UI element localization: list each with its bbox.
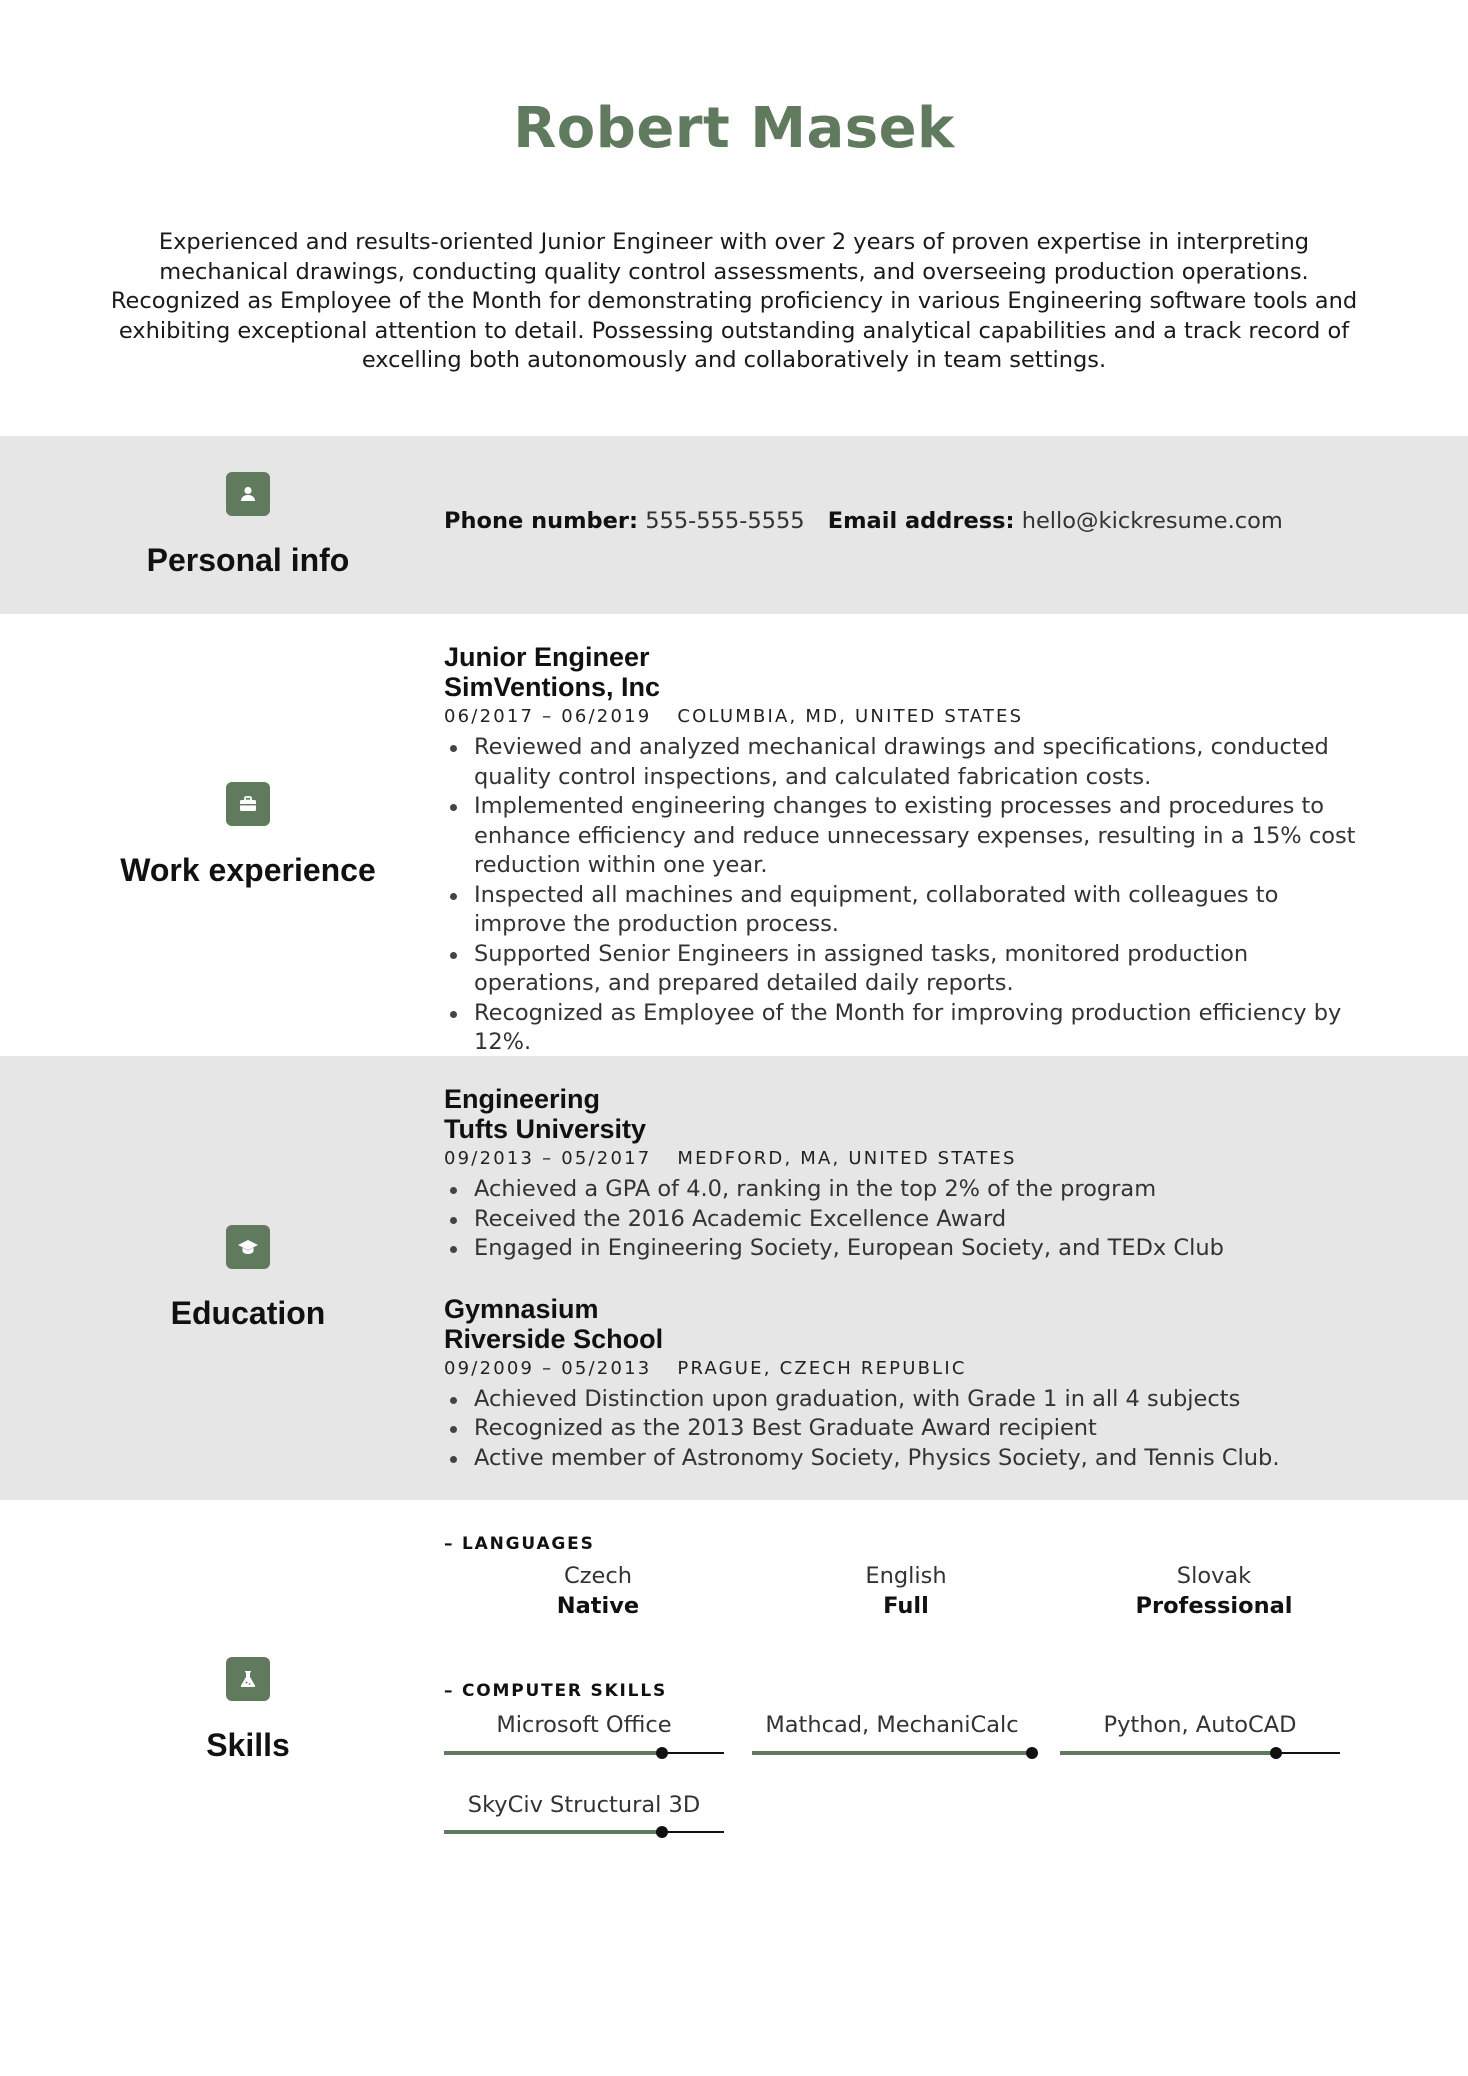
job-title: Junior Engineer	[444, 642, 650, 672]
skills-title: Skills	[206, 1726, 290, 1763]
graduation-cap-icon	[226, 1225, 270, 1269]
personal-info-title: Personal info	[146, 541, 350, 578]
skill-bar-knob	[1270, 1747, 1282, 1759]
computer-skills-heading: – COMPUTER SKILLS	[444, 1681, 667, 1701]
company-name: SimVentions, Inc	[444, 672, 661, 702]
list-item: Achieved a GPA of 4.0, ranking in the top 2% of the program	[474, 1175, 1374, 1205]
skill-level-bar	[752, 1747, 1032, 1759]
list-item: Received the 2016 Academic Excellence Award	[474, 1205, 1374, 1235]
school-name: Riverside School	[444, 1323, 664, 1354]
list-item: Achieved Distinction upon graduation, with Grade 1 in all 4 subjects	[474, 1385, 1374, 1415]
language-name: Czech	[564, 1563, 632, 1589]
skill-name: Python, AutoCAD	[1103, 1712, 1297, 1738]
job-location: COLUMBIA, MD, UNITED STATES	[677, 706, 1024, 727]
skill-bar-fill	[752, 1751, 1032, 1755]
list-item: Inspected all machines and equipment, collaborated with colleagues to improve the production process.	[474, 881, 1374, 940]
skill-item	[444, 1711, 724, 1759]
education-entries	[444, 1084, 1374, 1473]
work-experience-heading-block	[0, 614, 496, 1056]
education-meta	[444, 1147, 1374, 1171]
education-heading-block	[0, 1056, 496, 1500]
education-section	[0, 1056, 1468, 1500]
language-name: English	[865, 1563, 947, 1589]
degree-title: Gymnasium	[444, 1293, 599, 1324]
education-meta	[444, 1357, 1374, 1381]
flask-icon	[226, 1657, 270, 1701]
education-dates: 09/2013 – 05/2017	[444, 1148, 652, 1169]
education-bullets	[444, 1175, 1374, 1264]
skill-item	[1060, 1711, 1340, 1759]
school-name: Tufts University	[444, 1114, 647, 1144]
skill-level-bar	[444, 1747, 724, 1759]
education-location: MEDFORD, MA, UNITED STATES	[677, 1148, 1017, 1169]
list-item: Reviewed and analyzed mechanical drawings and specifications, conducted quality control inspections, and calculated fabrication costs.	[474, 733, 1374, 792]
profile-summary: Experienced and results-oriented Junior Engineer with over 2 years of proven expertise in interpreting mechanical drawings, conducting quality control assessments, and overseeing production operations. Recognized as Employee of the Month for demonstrating proficiency in various Engineering software tools and exhibiting exceptional attention to detail. Possessing outstanding analytical capabilities and a track record of excelling both autonomously and collaboratively in team settings.	[110, 229, 1358, 373]
education-entry	[444, 1084, 1374, 1264]
computer-skills-list	[444, 1711, 1384, 1870]
skill-bar-fill	[444, 1830, 662, 1834]
skills-content	[444, 1534, 1374, 1870]
education-entry	[444, 1294, 1374, 1474]
skill-name: Microsoft Office	[496, 1712, 672, 1738]
skill-level-bar	[1060, 1747, 1340, 1759]
skill-bar-knob	[656, 1747, 668, 1759]
skill-bar-knob	[656, 1826, 668, 1838]
work-experience-section	[0, 614, 1468, 1056]
candidate-name: Robert Masek	[513, 96, 955, 161]
list-item: Implemented engineering changes to existing processes and procedures to enhance efficiency and reduce unnecessary expenses, resulting in a 15% cost reduction within one year.	[474, 792, 1374, 881]
degree-title: Engineering	[444, 1084, 601, 1114]
education-location: PRAGUE, CZECH REPUBLIC	[677, 1357, 967, 1379]
language-name: Slovak	[1176, 1563, 1252, 1589]
list-item: Supported Senior Engineers in assigned tasks, monitored production operations, and prepared detailed daily reports.	[474, 940, 1374, 999]
language-level: Native	[556, 1592, 640, 1619]
languages-list	[444, 1562, 1374, 1621]
skills-heading-block	[0, 1540, 496, 1880]
email-value[interactable]: hello@kickresume.com	[1021, 508, 1283, 534]
contact-details	[444, 508, 1374, 534]
personal-info-section	[0, 436, 1468, 614]
list-item: Engaged in Engineering Society, European Society, and TEDx Club	[474, 1234, 1374, 1264]
skill-item	[752, 1711, 1032, 1759]
language-item	[444, 1562, 752, 1621]
phone-label: Phone number:	[444, 508, 639, 534]
email-label: Email address:	[827, 508, 1015, 534]
list-item: Recognized as the 2013 Best Graduate Award recipient	[474, 1414, 1374, 1444]
skill-bar-fill	[1060, 1751, 1276, 1755]
education-title: Education	[170, 1294, 326, 1331]
person-icon	[226, 472, 270, 516]
language-level: Full	[883, 1592, 929, 1619]
job-meta	[444, 705, 1374, 729]
language-item	[1060, 1562, 1368, 1621]
skills-section	[0, 1500, 1468, 1880]
skill-level-bar	[444, 1826, 724, 1838]
phone-value[interactable]: 555-555-5555	[645, 508, 805, 534]
work-experience-title: Work experience	[120, 851, 376, 888]
skill-name: SkyCiv Structural 3D	[467, 1791, 701, 1818]
job-entry	[444, 642, 1374, 1058]
skill-bar-fill	[444, 1751, 662, 1755]
skill-bar-knob	[1026, 1747, 1038, 1759]
language-item	[752, 1562, 1060, 1621]
skill-name: Mathcad, MechaniCalc	[765, 1712, 1019, 1738]
job-bullets	[444, 733, 1374, 1058]
list-item: Active member of Astronomy Society, Physics Society, and Tennis Club.	[474, 1444, 1374, 1474]
list-item: Recognized as Employee of the Month for improving production efficiency by 12%.	[474, 999, 1374, 1058]
personal-info-heading-block	[0, 436, 496, 614]
languages-heading: – LANGUAGES	[444, 1534, 595, 1554]
job-dates: 06/2017 – 06/2019	[444, 706, 652, 727]
language-level: Professional	[1135, 1592, 1293, 1619]
briefcase-icon	[226, 782, 270, 826]
education-dates: 09/2009 – 05/2013	[444, 1357, 652, 1379]
education-bullets	[444, 1385, 1374, 1474]
skill-item	[444, 1791, 724, 1839]
